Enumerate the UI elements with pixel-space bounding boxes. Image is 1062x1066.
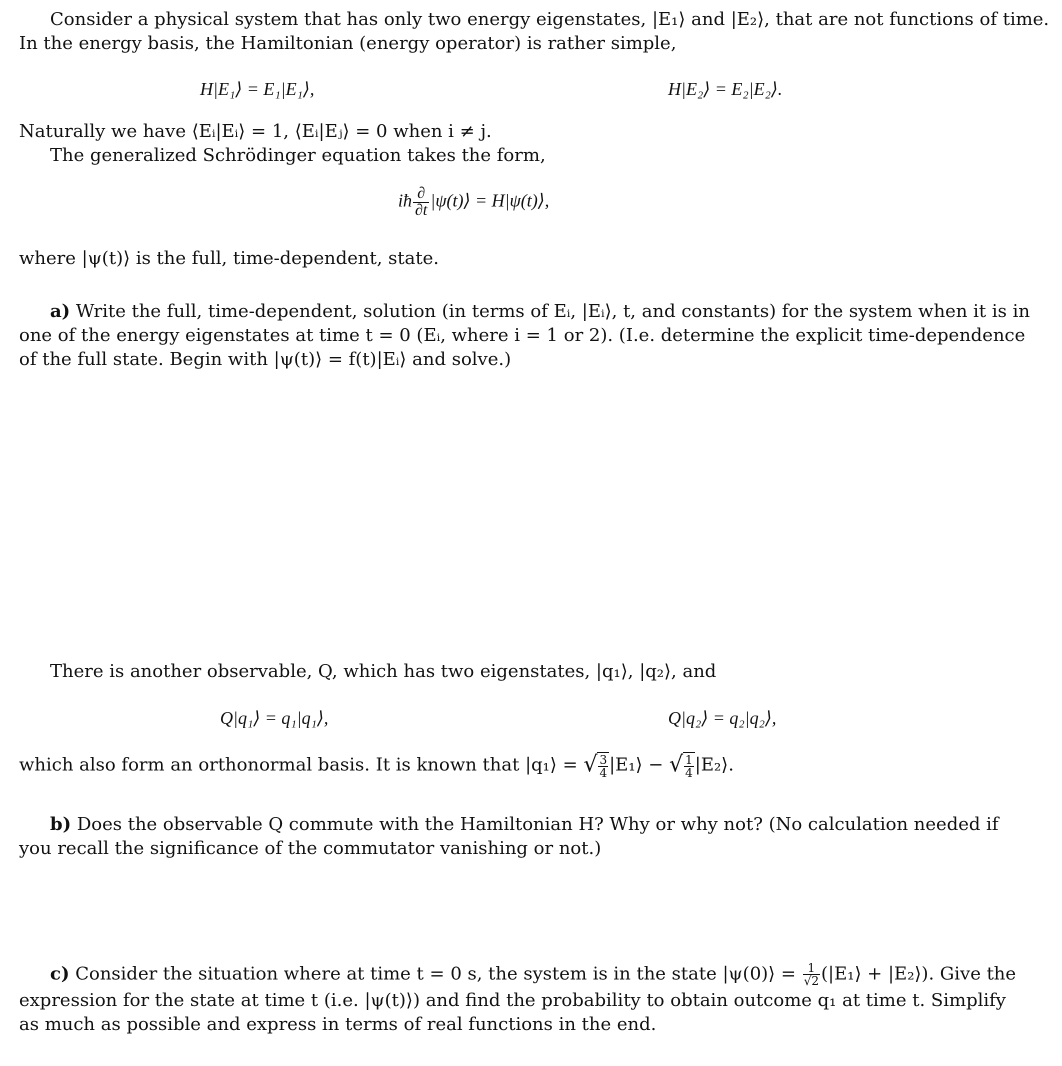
- part-c-line-3: as much as possible and express in terms of real functions in the end.: [19, 1014, 657, 1035]
- schrodinger-rest: |ψ(t)⟩ = H|ψ(t)⟩,: [430, 190, 550, 211]
- partial-derivative: [413, 186, 429, 219]
- part-b-text-1: Does the observable Q commute with the Hamiltonian H? Why or why not? (No calculation needed if: [76, 814, 999, 835]
- intro-line-1: Consider a physical system that has only two energy eigenstates, |E₁⟩ and |E₂⟩, that are not functions of time.: [50, 9, 1050, 30]
- schrodinger-equation: [398, 186, 549, 219]
- basis-mid: |E₁⟩ −: [609, 754, 670, 776]
- part-c-frac-num: 1: [803, 962, 820, 975]
- part-c-text-pre: Consider the situation where at time t = 0 s, the system is in the state |ψ(0)⟩ =: [75, 963, 802, 985]
- schrodinger-lhs: iħ: [398, 190, 413, 211]
- part-c-text-post: (|E₁⟩ + |E₂⟩). Give the: [821, 963, 1017, 985]
- orthonormality-line: Naturally we have ⟨Eᵢ|Eᵢ⟩ = 1, ⟨Eᵢ|Eⱼ⟩ = 0 when i ≠ j.: [19, 121, 492, 142]
- intro-line-2: In the energy basis, the Hamiltonian (energy operator) is rather simple,: [19, 33, 677, 54]
- partial-den: ∂t: [415, 202, 428, 219]
- sqrt-one-quarter: √ $\frac{1}{4}$: [669, 752, 693, 780]
- part-c-frac-den: √2: [803, 974, 819, 988]
- hamiltonian-eq-2: H|E₂⟩ = E₂|E₂⟩.: [668, 79, 783, 99]
- part-a-line-2: one of the energy eigenstates at time t = 0 (Eᵢ, where i = 1 or 2). (I.e. determine the explicit time-dependence: [19, 325, 1026, 346]
- partial-num: ∂: [413, 186, 429, 203]
- where-line: where |ψ(t)⟩ is the full, time-dependent, state.: [19, 248, 439, 269]
- part-b-label: b): [50, 814, 72, 835]
- observable-intro: There is another observable, Q, which has two eigenstates, |q₁⟩, |q₂⟩, and: [50, 661, 717, 682]
- part-c-line-2: expression for the state at time t (i.e. |ψ(t)⟩) and find the probability to obtain outcome q₁ at time t. Simplify: [19, 990, 1006, 1011]
- basis-pre: which also form an orthonormal basis. It is known that |q₁⟩ =: [19, 754, 584, 776]
- basis-line: [19, 752, 734, 779]
- part-b-line-2: you recall the significance of the commutator vanishing or not.): [19, 838, 602, 859]
- q-eigen-eq-1: Q|q₁⟩ = q₁|q₁⟩,: [220, 708, 329, 728]
- part-c-line-1: [50, 962, 1016, 987]
- part-a-label: a): [50, 301, 71, 322]
- part-b-line-1: [50, 813, 999, 837]
- sqrt-three-quarters: √ $\frac{3}{4}$: [583, 752, 608, 780]
- q-eigen-eq-2: Q|q₂⟩ = q₂|q₂⟩,: [668, 708, 777, 728]
- hamiltonian-eq-1: H|E₁⟩ = E₁|E₁⟩,: [200, 79, 315, 99]
- frac2-num: 1: [685, 753, 693, 767]
- part-a-text-1: Write the full, time-dependent, solution (in terms of Eᵢ, |Eᵢ⟩, t, and constants) for the system when it is in: [75, 301, 1030, 322]
- part-c-label: c): [50, 963, 70, 985]
- part-a-line-3: of the full state. Begin with |ψ(t)⟩ = f(t)|Eᵢ⟩ and solve.): [19, 349, 512, 370]
- frac1-num: 3: [599, 753, 608, 767]
- frac2-den: 4: [685, 766, 693, 780]
- basis-post: |E₂⟩.: [694, 754, 734, 776]
- part-c-fraction: [803, 962, 820, 987]
- frac1-den: 4: [599, 766, 608, 780]
- part-a-line-1: [50, 300, 1030, 324]
- schrodinger-intro: The generalized Schrödinger equation takes the form,: [50, 145, 546, 166]
